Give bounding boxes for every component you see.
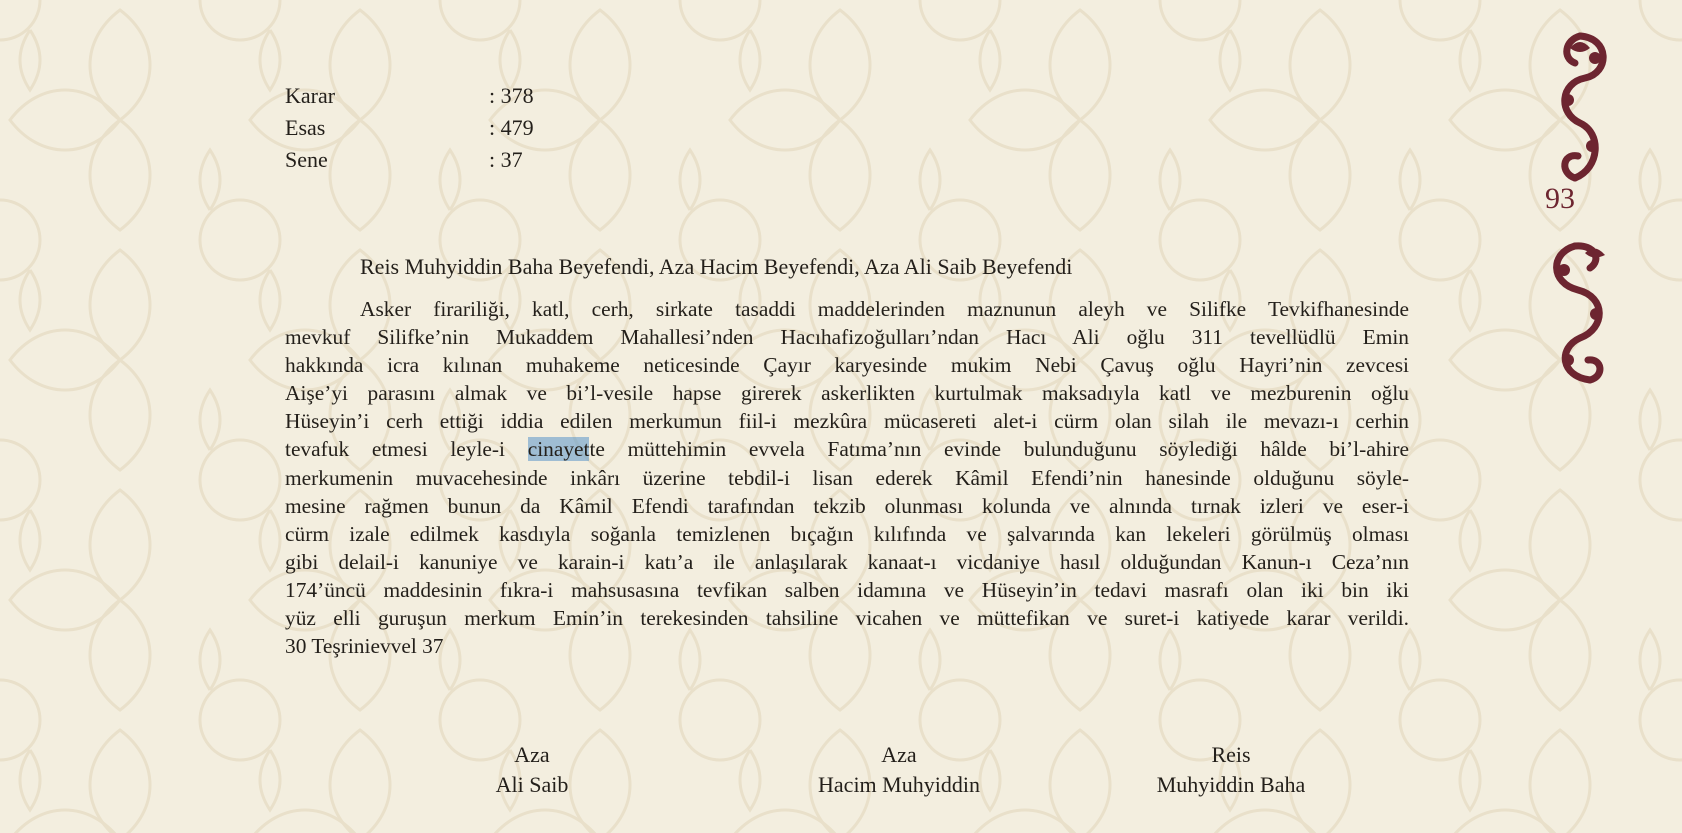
signature-right <box>1081 740 1381 800</box>
signature-title: Aza <box>514 742 550 767</box>
paragraph-line <box>285 435 1409 463</box>
paragraph-line: gibi delail-i kanuniye ve karain-i katı’a ile anlaşılarak kanaat-ı vicdaniye hasıl olduğundan Kanun-ı Ceza’nın <box>285 549 1409 574</box>
meta-label: Karar <box>285 83 336 108</box>
page-ornament-top-icon <box>1540 28 1620 188</box>
meta-row-karar <box>285 80 605 112</box>
page-number: 93 <box>1545 182 1575 215</box>
signature-center <box>749 740 1049 800</box>
case-metadata <box>285 80 605 176</box>
paragraph-line: 174’üncü maddesinin fıkra-i mahsusasına tevfikan salben idamına ve Hüseyin’in tedavi masrafı olan iki bin iki <box>285 577 1409 602</box>
decision-date: 30 Teşrinievvel 37 <box>285 634 444 659</box>
signature-name: Muhyiddin Baha <box>1156 772 1306 797</box>
paragraph-line: mesine rağmen bunun da Kâmil Efendi tarafından tekzib olunması kolunda ve alnında tırnak izleri ve eser-i <box>285 493 1409 518</box>
line-segment: te müttehimin evvela Fatıma’nın evinde bulunduğunu söylediği hâlde bi’l-ahire <box>589 437 1409 462</box>
text-selection-highlight[interactable]: cinayet <box>527 437 590 462</box>
meta-label: Sene <box>285 147 328 172</box>
paragraph-line: cürm izale edilmek kasdıyla soğanla temizlenen bıçağın kılıfında ve şalvarında kan lekeleri görülmüş olması <box>285 521 1409 546</box>
meta-value: : 37 <box>489 147 523 172</box>
judges-heading: Reis Muhyiddin Baha Beyefendi, Aza Hacim Beyefendi, Aza Ali Saib Beyefendi <box>360 254 1073 279</box>
paragraph-line: Hüseyin’i cerh ettiği iddia edilen merkumun fiil-i mezkûra mücasereti alet-i cürm olan silah ile mevazı-ı cerhin <box>285 409 1409 434</box>
meta-value: : 378 <box>489 83 534 108</box>
paragraph-line: mevkuf Silifke’nin Mukaddem Mahallesi’nden Hacıhafizoğulları’ndan Hacı Ali oğlu 311 tevellüdlü Emin <box>285 325 1409 350</box>
signature-left <box>382 740 682 800</box>
signature-name: Ali Saib <box>495 772 569 797</box>
paragraph-line: yüz elli guruşun merkum Emin’in terekesinden tahsiline vicahen ve müttefikan ve suret-i katiyede karar verildi. <box>285 606 1409 631</box>
paragraph-line: Aişe’yi parasını almak ve bi’l-vesile hapse girerek askerlikten kurtulmak maksadıyla katl ve mezburenin oğlu <box>285 381 1409 406</box>
signature-name: Hacim Muhyiddin <box>818 772 980 797</box>
line-segment: tevafuk etmesi leyle-i <box>285 437 528 462</box>
signature-title: Aza <box>881 742 917 767</box>
signature-title: Reis <box>1211 742 1251 767</box>
meta-row-esas <box>285 112 605 144</box>
paragraph-line: merkumenin muvacehesinde inkârı üzerine tebdil-i lisan ederek Kâmil Efendi’nin hanesinde olduğunu söyle- <box>285 465 1409 490</box>
paragraph-line: Asker firariliği, katl, cerh, sirkate tasaddi maddelerinden maznunun aleyh ve Silifke Tevkifhanesinde <box>360 297 1409 321</box>
paragraph-line: hakkında icra kılınan muhakeme neticesinde Çayır karyesinde mukim Nebi Çavuş oğlu Hayri’nin zevcesi <box>285 353 1409 378</box>
meta-label: Esas <box>285 115 326 140</box>
decision-paragraph <box>285 295 1409 660</box>
meta-value: : 479 <box>489 115 534 140</box>
meta-row-sene <box>285 144 605 176</box>
page-ornament-bottom-icon <box>1540 238 1620 388</box>
